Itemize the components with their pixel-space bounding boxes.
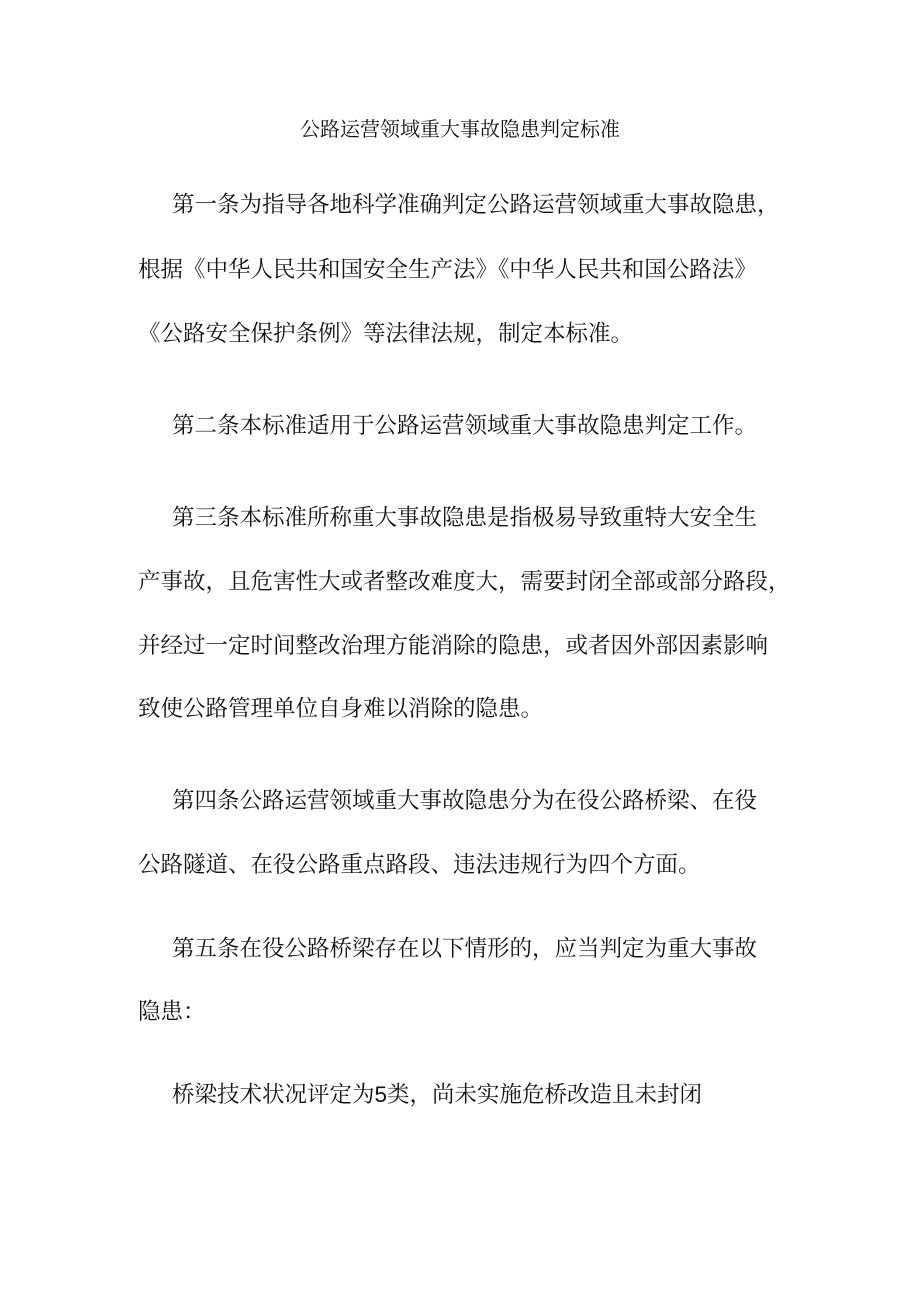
article-1-line-2: 根据《中华人民共和国安全生产法》《中华人民共和国公路法》	[138, 257, 757, 283]
article-3-line-4: 致使公路管理单位自身难以消除的隐患。	[138, 696, 544, 722]
bridge-condition-text-before: 桥梁技术状况评定为	[172, 1082, 375, 1108]
document-title: 公路运营领域重大事故隐患判定标准	[300, 117, 620, 141]
article-2-line-1: 第二条本标准适用于公路运营领域重大事故隐患判定工作。	[172, 413, 758, 439]
article-4-line-1: 第四条公路运营领域重大事故隐患分为在役公路桥梁、在役	[172, 788, 758, 814]
article-3-line-3: 并经过一定时间整改治理方能消除的隐患，或者因外部因素影响	[138, 633, 769, 659]
article-4-line-2: 公路隧道、在役公路重点路段、违法违规行为四个方面。	[138, 852, 701, 878]
article-1-line-3: 《公路安全保护条例》等法律法规，制定本标准。	[138, 321, 634, 347]
article-5-line-1: 第五条在役公路桥梁存在以下情形的，应当判定为重大事故	[172, 936, 758, 962]
article-1-line-1: 第一条为指导各地科学准确判定公路运营领域重大事故隐患，	[172, 192, 780, 218]
article-3-line-2: 产事故，且危害性大或者整改难度大，需要封闭全部或部分路段，	[138, 569, 791, 595]
article-3-line-1: 第三条本标准所称重大事故隐患是指极易导致重特大安全生	[172, 505, 758, 531]
bridge-condition-line	[172, 1078, 702, 1112]
bridge-condition-number: 5	[374, 1082, 388, 1107]
article-5-line-2: 隐患：	[138, 999, 206, 1025]
bridge-condition-text-after: 类，尚未实施危桥改造且未封闭	[387, 1082, 703, 1108]
